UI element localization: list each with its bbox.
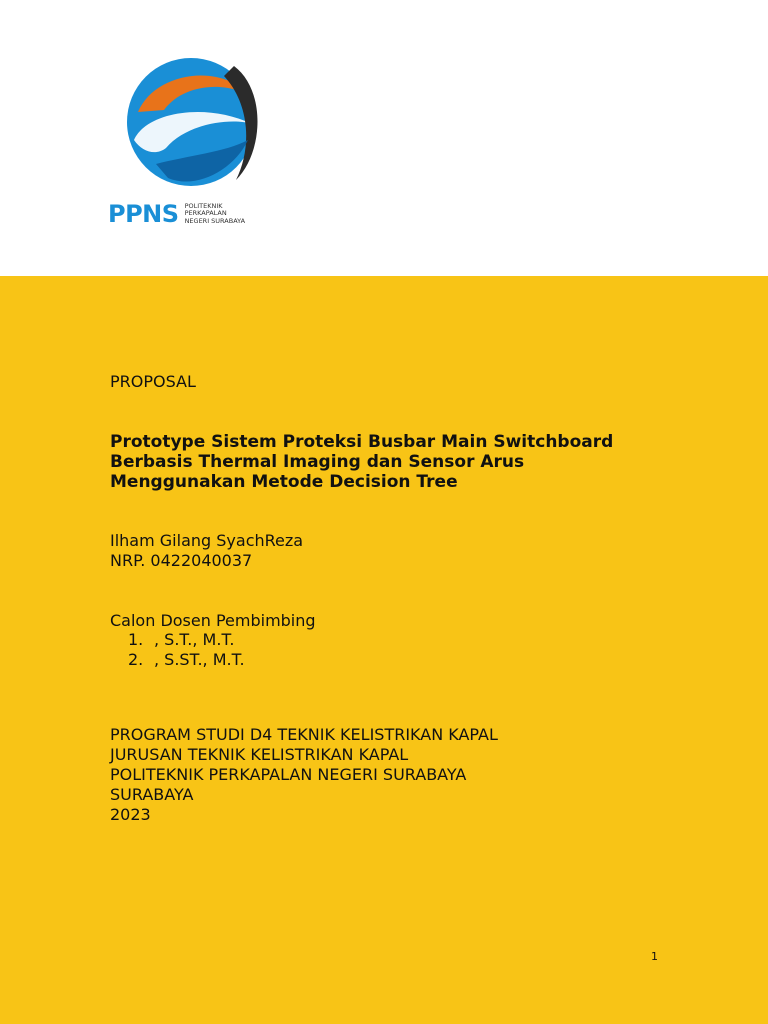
logo-subtitle [185, 203, 246, 226]
institution-line: SURABAYA [110, 785, 194, 804]
list-item [110, 650, 245, 670]
advisor-name: , S.ST., M.T. [154, 650, 245, 669]
logo-subtitle-line: PERKAPALAN [184, 209, 227, 218]
author-name: Ilham Gilang SyachReza [110, 531, 304, 550]
ppns-globe-icon [116, 52, 266, 192]
proposal-title [110, 432, 670, 492]
advisors-heading: Calon Dosen Pembimbing [110, 611, 316, 630]
title-line: Prototype Sistem Proteksi Busbar Main Switchboard [110, 432, 614, 452]
title-line: Berbasis Thermal Imaging dan Sensor Arus [110, 452, 525, 472]
advisor-number: 2. [128, 650, 144, 669]
advisor-number: 1. [128, 630, 144, 649]
doc-type-label: PROPOSAL [110, 372, 196, 391]
institution-block [110, 725, 498, 825]
logo-subtitle-line: POLITEKNIK [184, 201, 223, 210]
logo-acronym: PPNS [108, 200, 179, 228]
logo-subtitle-line: NEGERI SURABAYA [184, 216, 246, 225]
logo-wordmark [108, 200, 245, 228]
institution-line: PROGRAM STUDI D4 TEKNIK KELISTRIKAN KAPAL [110, 725, 498, 744]
title-line: Menggunakan Metode Decision Tree [110, 472, 458, 492]
page-number: 1 [651, 950, 658, 963]
advisor-list [110, 630, 245, 670]
student-id: NRP. 0422040037 [110, 551, 253, 570]
advisor-name: , S.T., M.T. [154, 630, 235, 649]
cover-panel [0, 276, 768, 1024]
ppns-logo [106, 52, 286, 232]
list-item [110, 630, 245, 650]
institution-line: 2023 [110, 805, 151, 824]
institution-line: JURUSAN TEKNIK KELISTRIKAN KAPAL [110, 745, 409, 764]
institution-line: POLITEKNIK PERKAPALAN NEGERI SURABAYA [110, 765, 467, 784]
